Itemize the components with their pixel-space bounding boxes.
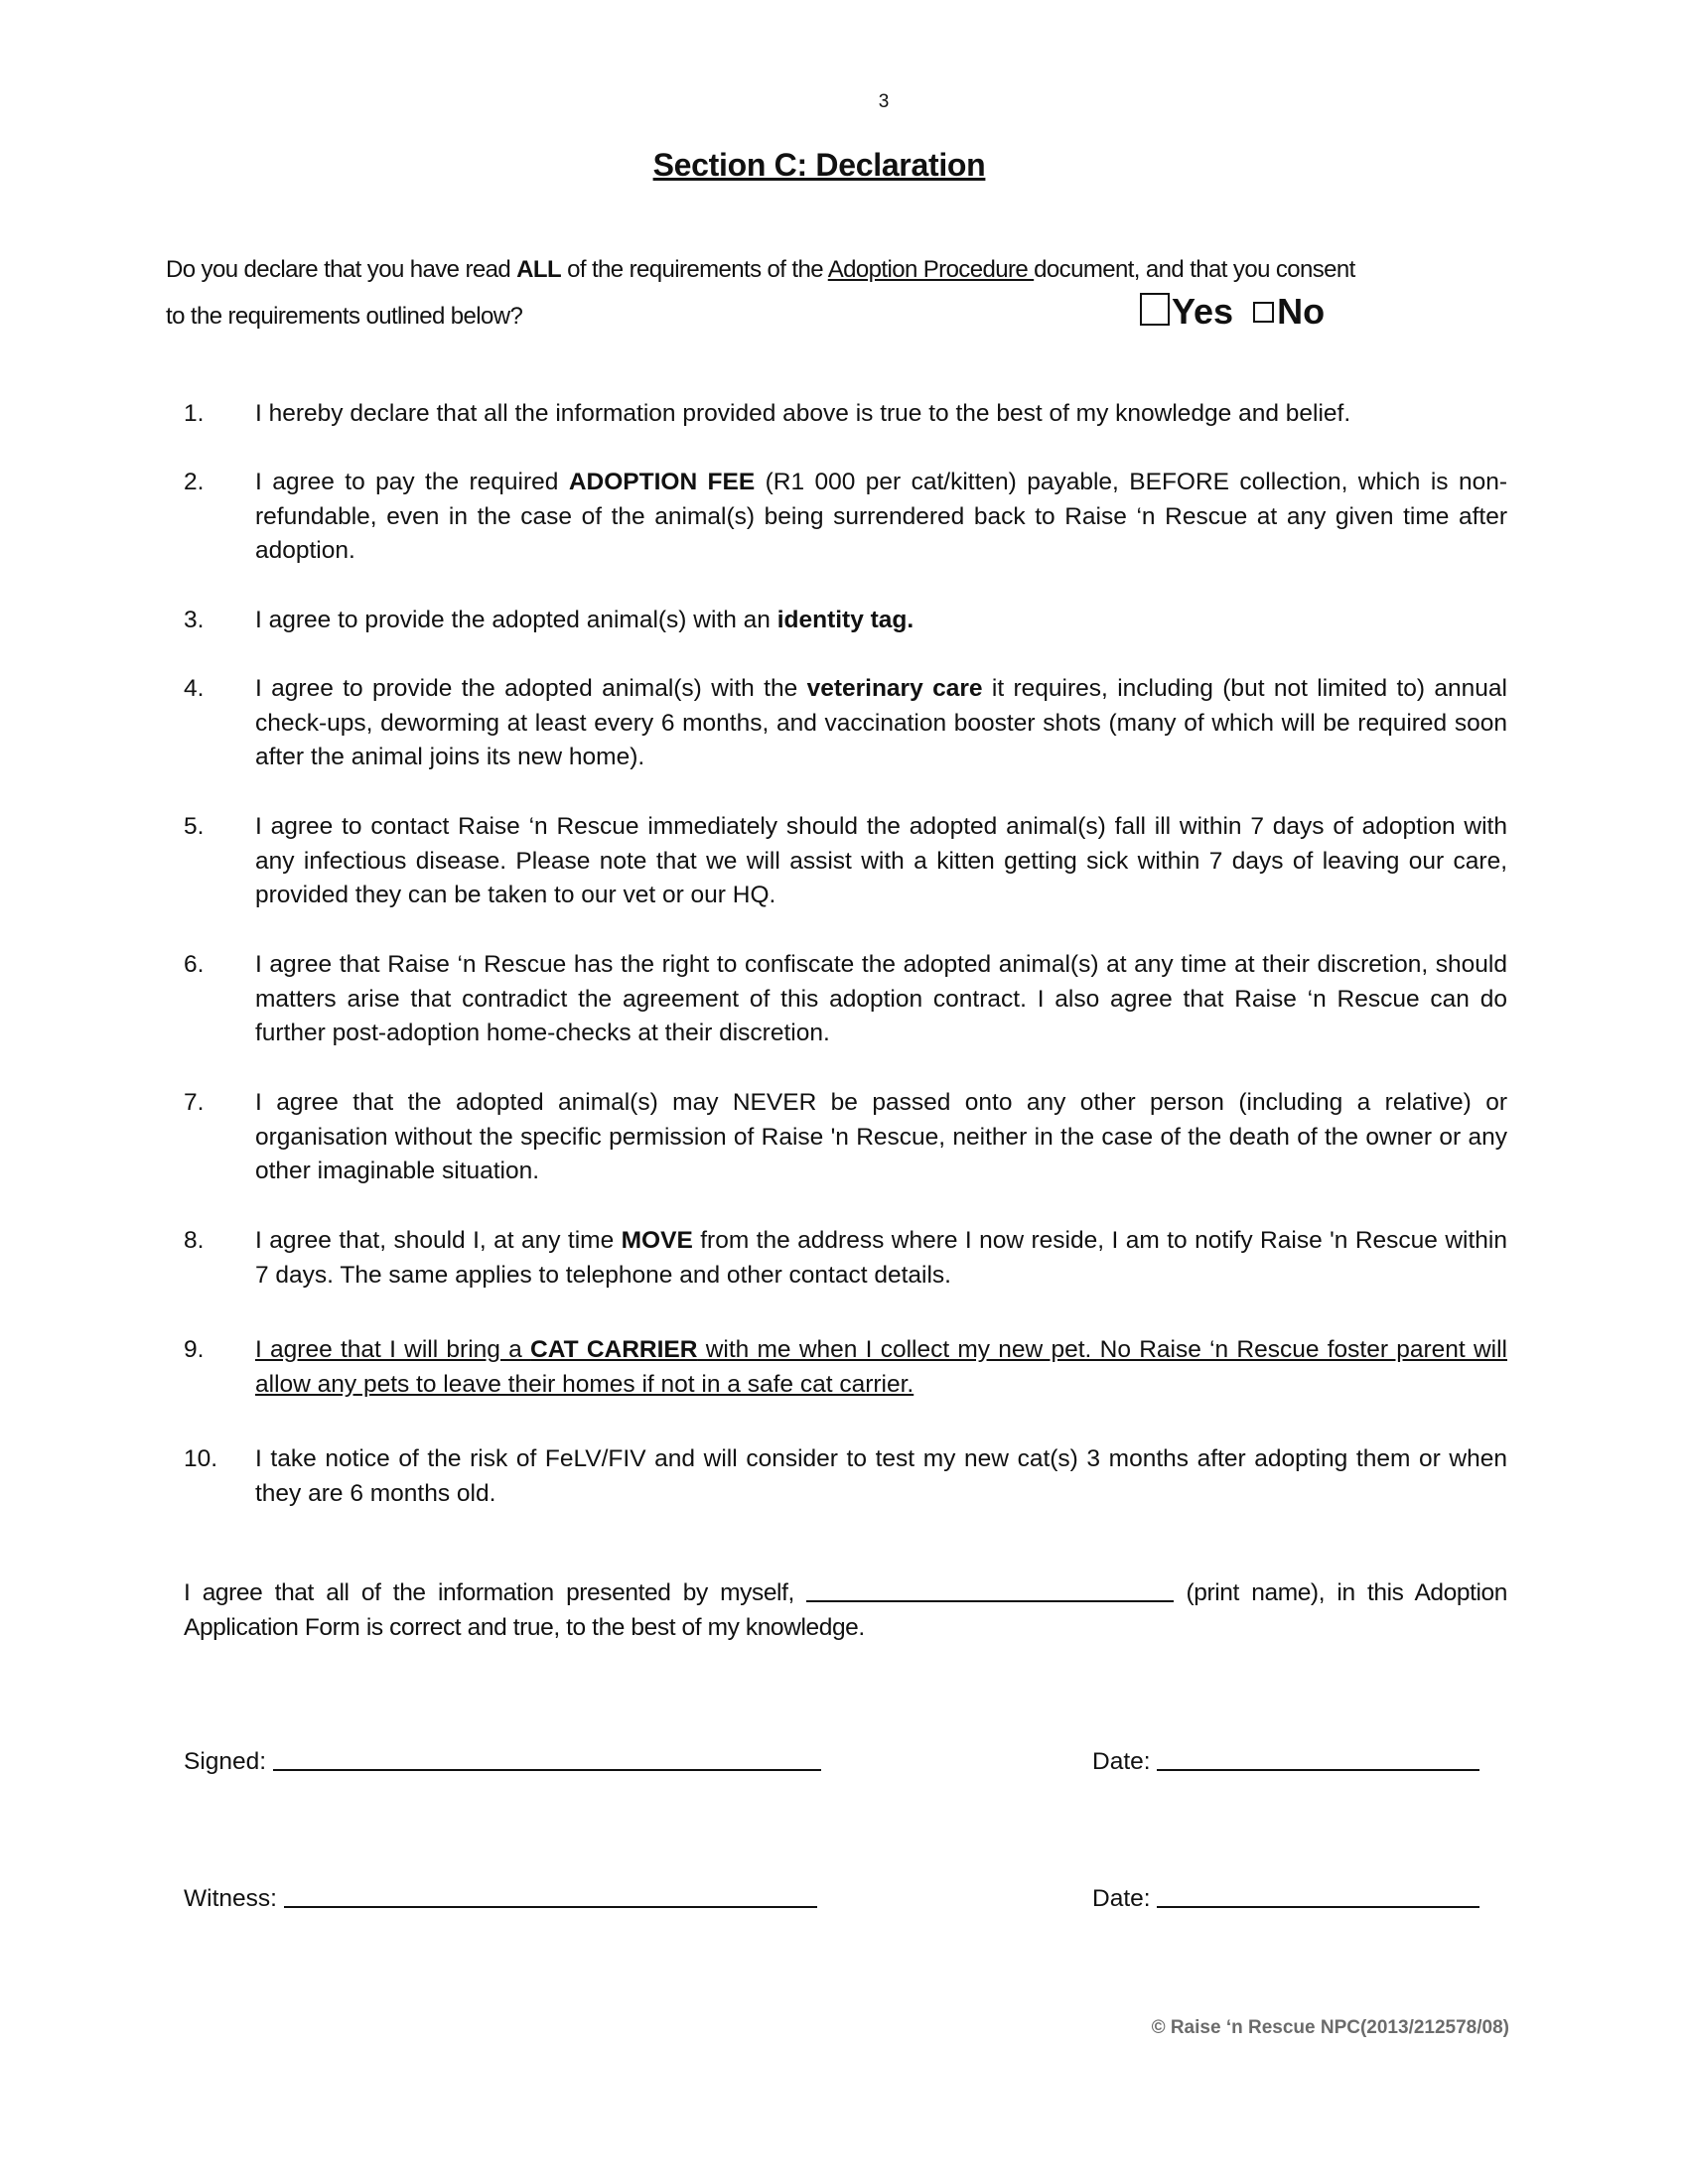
list-item-number: 9.: [184, 1336, 205, 1363]
date1-field[interactable]: [1157, 1747, 1479, 1771]
print-name-field[interactable]: [806, 1578, 1174, 1602]
adoption-procedure-link[interactable]: Adoption Procedure: [827, 256, 1035, 283]
text-segment: it requires, including (but not limited to) annual check-ups, deworming at least every 6 months, and vaccination booster shots (many of which will be required soon after the animal joins its new home).: [255, 675, 1507, 771]
date1-row: [1092, 1747, 1479, 1776]
agreement-text: I agree that all of the information presented by myself,: [184, 1579, 807, 1606]
list-item-text: [255, 604, 1507, 638]
list-item-number: 6.: [184, 951, 205, 978]
list-item-text: [255, 1086, 1507, 1189]
no-checkbox[interactable]: [1253, 302, 1274, 323]
list-item-text: [255, 948, 1507, 1051]
text-segment: from the address where I now reside, I am to notify Raise 'n Rescue within 7 days. The same applies to telephone and other contact details.: [255, 1227, 1508, 1289]
list-item-text: [255, 397, 1507, 432]
list-item-number: 4.: [184, 675, 205, 702]
text-segment: with me when I collect my new pet. No Raise ‘n Rescue foster parent will allow any pets to leave their homes if not in a safe cat carrier.: [255, 1336, 1507, 1398]
yes-label: Yes: [1172, 291, 1234, 332]
declaration-question-line2: to the requirements outlined below?: [166, 303, 523, 330]
text-segment: (R1 000 per cat/kitten) payable, BEFORE collection, which is non-refundable, even in the case of the animal(s) being surrendered back to Raise ‘n Rescue at any given time after adoption.: [255, 469, 1507, 565]
text-segment: I agree that, should I, at any time: [255, 1227, 622, 1254]
text-segment: I agree to provide the adopted animal(s) with an: [255, 607, 777, 633]
list-item-number: 2.: [184, 469, 205, 495]
intro-text: of the requirements of the: [561, 256, 828, 283]
date2-row: [1092, 1884, 1479, 1913]
date2-label: Date:: [1092, 1885, 1151, 1912]
list-item-text: [255, 1442, 1507, 1511]
list-item-text: [255, 466, 1507, 569]
witness-row: [184, 1884, 817, 1913]
text-segment: I agree to contact Raise ‘n Rescue immediately should the adopted animal(s) fall ill within 7 days of adoption with any infectious disease. Please note that we will assist with a kitten getting sick within 7 days of leaving our care, provided they can be taken to our vet or our HQ.: [255, 813, 1507, 909]
intro-text: document, and that you consent: [1034, 256, 1355, 283]
list-item-text: [255, 810, 1507, 913]
declaration-question-line1: [166, 256, 1510, 284]
text-segment: I agree to provide the adopted animal(s) with the: [255, 675, 807, 702]
agreement-statement: [184, 1576, 1507, 1645]
list-item-number: 5.: [184, 813, 205, 840]
witness-field[interactable]: [284, 1884, 817, 1908]
list-item-number: 7.: [184, 1089, 205, 1116]
page-number: 3: [878, 91, 890, 112]
intro-text: Do you declare that you have read: [166, 256, 517, 283]
text-segment: I agree that Raise ‘n Rescue has the right to confiscate the adopted animal(s) at any time at their discretion, should matters arise that contradict the agreement of this adoption contract. I also agree that Raise ‘n Rescue can do further post-adoption home-checks at their discretion.: [255, 951, 1507, 1047]
date2-field[interactable]: [1157, 1884, 1479, 1908]
text-segment: I agree that I will bring a: [255, 1336, 531, 1363]
intro-bold-all: ALL: [516, 256, 562, 283]
signed-label: Signed:: [184, 1748, 267, 1775]
list-item-text: [255, 1333, 1507, 1402]
list-item-text: [255, 1224, 1507, 1293]
text-segment: I take notice of the risk of FeLV/FIV and will consider to test my new cat(s) 3 months after adopting them or when they are 6 months old.: [255, 1445, 1507, 1507]
signed-row: [184, 1747, 821, 1776]
page-title: Section C: Declaration: [652, 147, 986, 183]
list-item-number: 3.: [184, 607, 205, 633]
list-item-number: 10.: [184, 1445, 218, 1472]
bold-phrase: MOVE: [621, 1227, 693, 1254]
list-item-text: [255, 672, 1507, 775]
signed-field[interactable]: [273, 1747, 821, 1771]
text-segment: I hereby declare that all the information provided above is true to the best of my knowledge and belief.: [255, 400, 1351, 427]
yes-checkbox[interactable]: [1140, 293, 1170, 326]
date1-label: Date:: [1092, 1748, 1151, 1775]
witness-label: Witness:: [184, 1885, 277, 1912]
no-label: No: [1277, 291, 1326, 332]
agreement-text: (print name), in this Adoption Application Form is correct and true, to the best of my knowledge.: [184, 1579, 1507, 1641]
consent-options: [1140, 291, 1325, 333]
list-item-number: 8.: [184, 1227, 205, 1254]
copyright-footer: © Raise ‘n Rescue NPC(2013/212578/08): [1151, 2017, 1509, 2038]
list-item-number: 1.: [184, 400, 205, 427]
bold-phrase: veterinary care: [806, 675, 983, 702]
bold-phrase: CAT CARRIER: [530, 1336, 698, 1363]
text-segment: I agree that the adopted animal(s) may NEVER be passed onto any other person (including a relative) or organisation without the specific permission of Raise 'n Rescue, neither in the case of the death of the owner or any other imaginable situation.: [255, 1089, 1507, 1185]
bold-phrase: ADOPTION FEE: [568, 469, 756, 495]
bold-phrase: identity tag.: [776, 607, 914, 633]
text-segment: I agree to pay the required: [255, 469, 569, 495]
